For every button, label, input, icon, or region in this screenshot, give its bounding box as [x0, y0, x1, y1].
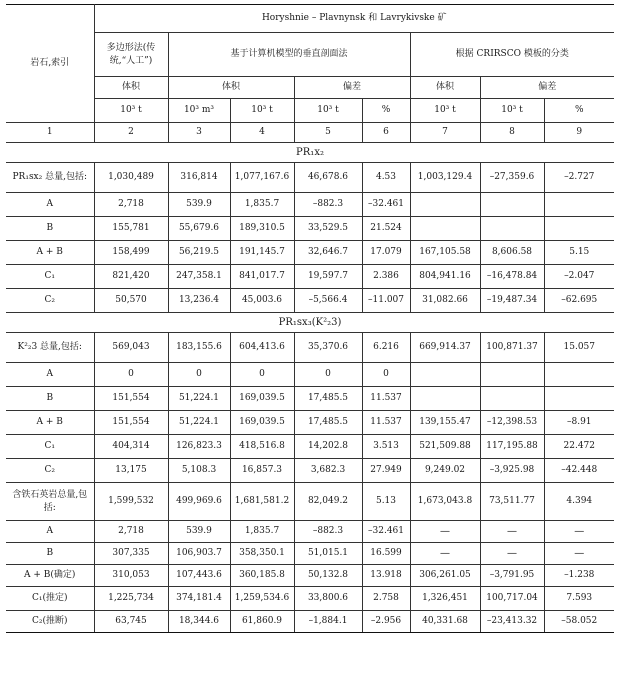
row-label: C₁ — [6, 435, 94, 459]
table-cell: 1,599,532 — [94, 483, 168, 521]
table-cell: 13,236.4 — [168, 289, 230, 313]
table-cell: 2,718 — [94, 521, 168, 543]
table-cell: 17,485.5 — [294, 411, 362, 435]
deviation-header: 偏差 — [294, 77, 410, 99]
table-row — [6, 217, 614, 241]
table-cell: 1,077,167.6 — [230, 163, 294, 193]
table-row — [6, 387, 614, 411]
table-cell: 7.593 — [544, 587, 614, 611]
table-cell: 51,224.1 — [168, 387, 230, 411]
table-cell: 169,039.5 — [230, 387, 294, 411]
table-cell — [544, 217, 614, 241]
table-cell: 139,155.47 — [410, 411, 480, 435]
table-cell: 191,145.7 — [230, 241, 294, 265]
table-cell: 374,181.4 — [168, 587, 230, 611]
mine-title: Horyshnie – Plavnynsk 和 Lavrykivske 矿 — [94, 5, 614, 33]
table-cell: 1,225,734 — [94, 587, 168, 611]
table-cell — [410, 217, 480, 241]
table-cell: 2.386 — [362, 265, 410, 289]
unit-header: 10³ t — [94, 99, 168, 123]
table-cell: 1,003,129.4 — [410, 163, 480, 193]
table-cell: 310,053 — [94, 565, 168, 587]
table-cell: 307,335 — [94, 543, 168, 565]
table-row — [6, 411, 614, 435]
table-cell: 16,857.3 — [230, 459, 294, 483]
section-title: PR₁sx₃(K²₂3) — [6, 313, 614, 333]
table-cell: 100,717.04 — [480, 587, 544, 611]
row-label: C₂ — [6, 289, 94, 313]
table-cell: 45,003.6 — [230, 289, 294, 313]
table-cell: 1,835.7 — [230, 193, 294, 217]
row-label: A — [6, 521, 94, 543]
table-cell: –12,398.53 — [480, 411, 544, 435]
unit-header: 10³ t — [410, 99, 480, 123]
table-cell: 82,049.2 — [294, 483, 362, 521]
table-cell: –23,413.32 — [480, 611, 544, 633]
table-cell: 151,554 — [94, 411, 168, 435]
table-cell: 61,860.9 — [230, 611, 294, 633]
table-cell: 841,017.7 — [230, 265, 294, 289]
table-cell: 539.9 — [168, 193, 230, 217]
vertical-section-header: 基于计算机模型的垂直剖面法 — [168, 33, 410, 77]
table-cell: 418,516.8 — [230, 435, 294, 459]
table-cell: 604,413.6 — [230, 333, 294, 363]
table-cell: 51,224.1 — [168, 411, 230, 435]
table-cell: 33,529.5 — [294, 217, 362, 241]
table-cell: –42.448 — [544, 459, 614, 483]
row-label: PR₁sx₂ 总量,包括: — [6, 163, 94, 193]
table-cell: 107,443.6 — [168, 565, 230, 587]
deviation-header: 偏差 — [480, 77, 614, 99]
table-cell: 5,108.3 — [168, 459, 230, 483]
column-number: 1 — [6, 123, 94, 143]
table-cell: 669,914.37 — [410, 333, 480, 363]
table-cell: 11.537 — [362, 387, 410, 411]
table-cell: 17,485.5 — [294, 387, 362, 411]
table-cell: 1,259,534.6 — [230, 587, 294, 611]
table-cell: –58.052 — [544, 611, 614, 633]
table-cell: — — [544, 543, 614, 565]
column-number: 4 — [230, 123, 294, 143]
rock-index-header: 岩石,索引 — [6, 5, 94, 123]
table-cell: 2.758 — [362, 587, 410, 611]
row-label: A — [6, 193, 94, 217]
table-cell — [480, 363, 544, 387]
table-cell: –3,791.95 — [480, 565, 544, 587]
table-cell: 569,043 — [94, 333, 168, 363]
row-label: A — [6, 363, 94, 387]
column-number: 8 — [480, 123, 544, 143]
column-number: 3 — [168, 123, 230, 143]
row-label: C₁(推定) — [6, 587, 94, 611]
table-cell: 73,511.77 — [480, 483, 544, 521]
table-row — [6, 363, 614, 387]
table-cell: 14,202.8 — [294, 435, 362, 459]
table-cell: 183,155.6 — [168, 333, 230, 363]
table-cell: 360,185.8 — [230, 565, 294, 587]
table-cell: 18,344.6 — [168, 611, 230, 633]
row-label: B — [6, 387, 94, 411]
table-cell — [410, 387, 480, 411]
table-cell: 51,015.1 — [294, 543, 362, 565]
table-cell: 1,673,043.8 — [410, 483, 480, 521]
table-row — [6, 241, 614, 265]
table-cell: — — [410, 521, 480, 543]
table-cell: –19,487.34 — [480, 289, 544, 313]
table-cell: 17.079 — [362, 241, 410, 265]
table-cell: 8,606.58 — [480, 241, 544, 265]
table-cell: –2.047 — [544, 265, 614, 289]
table-row — [6, 459, 614, 483]
row-label: 含铁石英岩总量,包括: — [6, 483, 94, 521]
table-cell: 50,132.8 — [294, 565, 362, 587]
unit-header: 10³ t — [294, 99, 362, 123]
table-cell: 4.53 — [362, 163, 410, 193]
table-cell: 247,358.1 — [168, 265, 230, 289]
table-cell: 1,835.7 — [230, 521, 294, 543]
table-cell: 63,745 — [94, 611, 168, 633]
table-cell: 126,823.3 — [168, 435, 230, 459]
table-row — [6, 483, 614, 521]
table-row — [6, 289, 614, 313]
table-cell: –3,925.98 — [480, 459, 544, 483]
table-cell: –1,884.1 — [294, 611, 362, 633]
volume-header: 体积 — [410, 77, 480, 99]
table-cell: 35,370.6 — [294, 333, 362, 363]
table-row — [6, 333, 614, 363]
table-cell: –27,359.6 — [480, 163, 544, 193]
table-cell: 5.13 — [362, 483, 410, 521]
table-cell — [544, 387, 614, 411]
reserves-comparison-table — [6, 4, 614, 633]
table-cell: 40,331.68 — [410, 611, 480, 633]
table-cell: 55,679.6 — [168, 217, 230, 241]
table-cell: 19,597.7 — [294, 265, 362, 289]
row-label: A + B — [6, 241, 94, 265]
column-number: 6 — [362, 123, 410, 143]
table-cell: 3.513 — [362, 435, 410, 459]
row-label: A + B(确定) — [6, 565, 94, 587]
table-cell: 31,082.66 — [410, 289, 480, 313]
table-cell: 0 — [294, 363, 362, 387]
table-cell: –2.956 — [362, 611, 410, 633]
table-cell: — — [410, 543, 480, 565]
section-title: PR₁x₂ — [6, 143, 614, 163]
table-cell — [544, 193, 614, 217]
table-cell: 106,903.7 — [168, 543, 230, 565]
row-label: K²₂3 总量,包括: — [6, 333, 94, 363]
table-cell: 22.472 — [544, 435, 614, 459]
unit-header: % — [362, 99, 410, 123]
table-cell: 32,646.7 — [294, 241, 362, 265]
table-cell: 1,030,489 — [94, 163, 168, 193]
row-label: C₂(推断) — [6, 611, 94, 633]
unit-header: 10³ m³ — [168, 99, 230, 123]
unit-header: 10³ t — [480, 99, 544, 123]
table-cell: — — [480, 521, 544, 543]
row-label: C₁ — [6, 265, 94, 289]
table-row — [6, 565, 614, 587]
table-cell: 117,195.88 — [480, 435, 544, 459]
table-cell: — — [544, 521, 614, 543]
table-cell: 6.216 — [362, 333, 410, 363]
table-cell: 1,326,451 — [410, 587, 480, 611]
table-cell: 13,175 — [94, 459, 168, 483]
table-row — [6, 163, 614, 193]
table-cell: –11.007 — [362, 289, 410, 313]
table-cell: 0 — [168, 363, 230, 387]
table-cell: –16,478.84 — [480, 265, 544, 289]
table-cell: –2.727 — [544, 163, 614, 193]
table-cell: 358,350.1 — [230, 543, 294, 565]
table-cell: –8.91 — [544, 411, 614, 435]
table-cell: 404,314 — [94, 435, 168, 459]
table-cell: 15.057 — [544, 333, 614, 363]
table-cell — [410, 363, 480, 387]
table-cell: –62.695 — [544, 289, 614, 313]
unit-header: 10³ t — [230, 99, 294, 123]
table-cell: 21.524 — [362, 217, 410, 241]
table-cell: 158,499 — [94, 241, 168, 265]
table-cell: 151,554 — [94, 387, 168, 411]
column-number: 5 — [294, 123, 362, 143]
table-cell: 821,420 — [94, 265, 168, 289]
table-cell: 13.918 — [362, 565, 410, 587]
table-cell: 189,310.5 — [230, 217, 294, 241]
table-row — [6, 193, 614, 217]
table-row — [6, 435, 614, 459]
table-cell: 2,718 — [94, 193, 168, 217]
table-row — [6, 611, 614, 633]
table-cell: –32.461 — [362, 521, 410, 543]
table-cell: 539.9 — [168, 521, 230, 543]
unit-header: % — [544, 99, 614, 123]
table-cell — [480, 193, 544, 217]
column-number: 7 — [410, 123, 480, 143]
row-label: C₂ — [6, 459, 94, 483]
table-row — [6, 265, 614, 289]
table-cell: 4.394 — [544, 483, 614, 521]
row-label: A + B — [6, 411, 94, 435]
table-cell: 167,105.58 — [410, 241, 480, 265]
table-cell: –32.461 — [362, 193, 410, 217]
table-cell: 306,261.05 — [410, 565, 480, 587]
table-cell: 155,781 — [94, 217, 168, 241]
table-cell: 50,570 — [94, 289, 168, 313]
table-cell: 9,249.02 — [410, 459, 480, 483]
volume-header: 体积 — [168, 77, 294, 99]
table-cell: 1,681,581.2 — [230, 483, 294, 521]
table-cell: 27.949 — [362, 459, 410, 483]
table-cell: 521,509.88 — [410, 435, 480, 459]
table-cell: 56,219.5 — [168, 241, 230, 265]
table-cell: –5,566.4 — [294, 289, 362, 313]
volume-header: 体积 — [94, 77, 168, 99]
table-cell: 0 — [230, 363, 294, 387]
table-cell — [544, 363, 614, 387]
table-cell: 0 — [362, 363, 410, 387]
polygon-method-header: 多边形法(传统,“人工”) — [94, 33, 168, 77]
column-number: 9 — [544, 123, 614, 143]
table-cell: — — [480, 543, 544, 565]
table-cell: 16.599 — [362, 543, 410, 565]
table-cell: –1.238 — [544, 565, 614, 587]
table-cell: 0 — [94, 363, 168, 387]
table-cell — [480, 217, 544, 241]
table-row — [6, 587, 614, 611]
table-cell: 46,678.6 — [294, 163, 362, 193]
table-cell: 5.15 — [544, 241, 614, 265]
table-cell: 316,814 — [168, 163, 230, 193]
row-label: B — [6, 543, 94, 565]
table-cell: –882.3 — [294, 193, 362, 217]
table-row — [6, 543, 614, 565]
table-cell: 100,871.37 — [480, 333, 544, 363]
row-label: B — [6, 217, 94, 241]
table-cell: 804,941.16 — [410, 265, 480, 289]
table-cell: 11.537 — [362, 411, 410, 435]
table-cell: 499,969.6 — [168, 483, 230, 521]
crirsco-header: 根据 CRIRSCO 模板的分类 — [410, 33, 614, 77]
column-number: 2 — [94, 123, 168, 143]
table-cell — [410, 193, 480, 217]
table-row — [6, 521, 614, 543]
table-cell: –882.3 — [294, 521, 362, 543]
table-cell — [480, 387, 544, 411]
table-cell: 33,800.6 — [294, 587, 362, 611]
table-cell: 3,682.3 — [294, 459, 362, 483]
table-cell: 169,039.5 — [230, 411, 294, 435]
